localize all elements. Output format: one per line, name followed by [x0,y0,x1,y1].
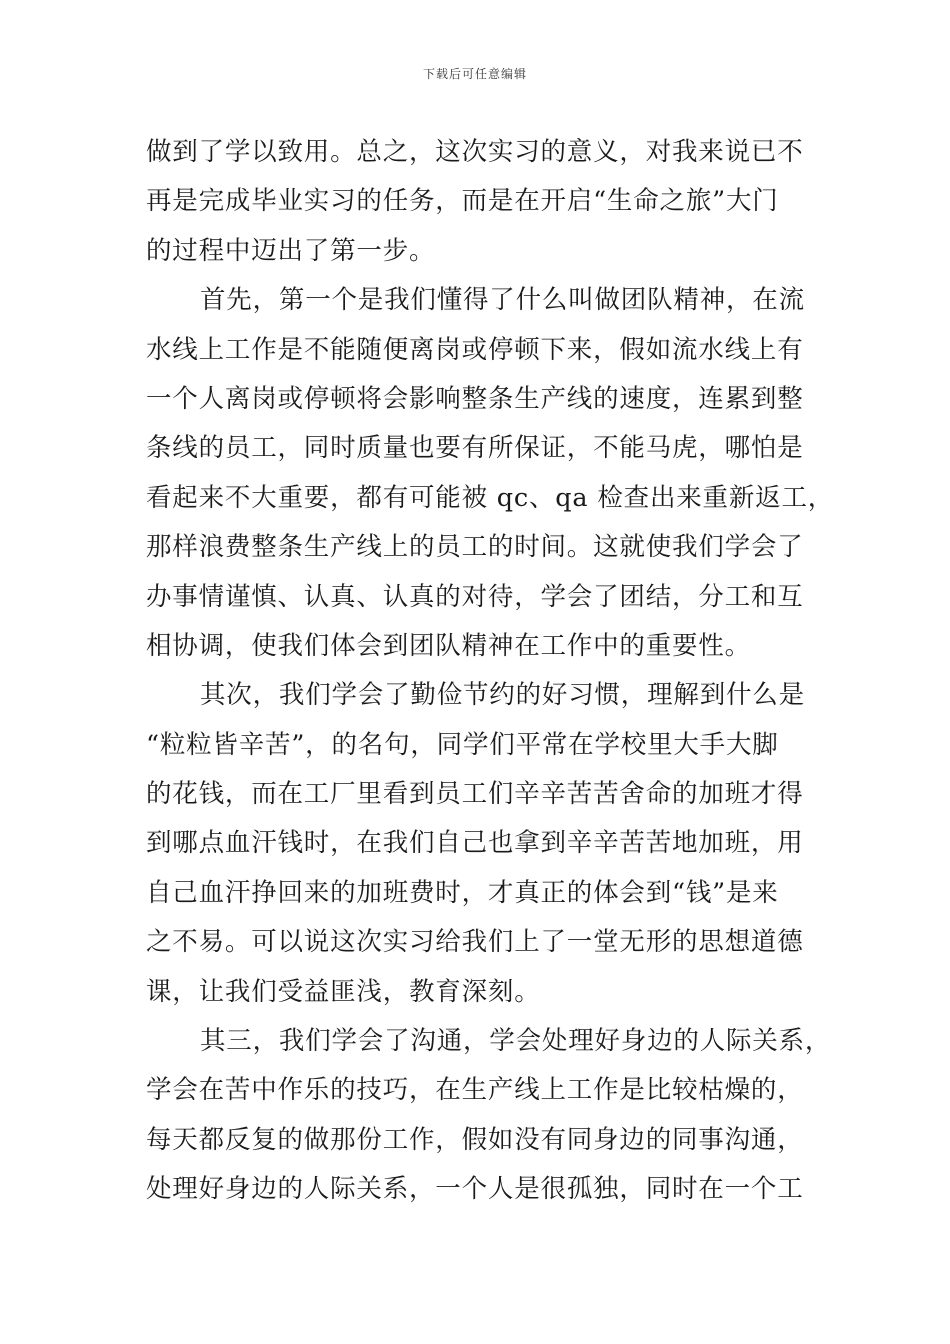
text-line: 条线的员工，同时质量也要有所保证，不能马虎，哪怕是 [146,433,804,464]
text-line: 一个人离岗或停顿将会影响整条生产线的速度，连累到整 [146,383,804,414]
text-line: 课，让我们受益匪浅，教育深刻。 [146,976,541,1007]
text-line: 看起来不大重要，都有可能被 qc、qa 检查出来重新返工， [146,482,835,513]
paragraph-first-line: 其次，我们学会了勤俭节约的好习惯，理解到什么是 [200,680,805,711]
text-line: 的花钱，而在工厂里看到员工们辛辛苦苦舍命的加班才得 [146,779,804,810]
paragraph-first-line: 首先，第一个是我们懂得了什么叫做团队精神，在流 [200,285,805,316]
text-line: 处理好身边的人际关系，一个人是很孤独，同时在一个工 [146,1174,804,1205]
text-line: 那样浪费整条生产线上的员工的时间。这就使我们学会了 [146,532,804,563]
text-line: 的过程中迈出了第一步。 [146,235,436,266]
page-header: 下载后可任意编辑 [422,67,527,81]
text-line: 自己血汗挣回来的加班费时，才真正的体会到“钱”是来 [146,877,779,908]
text-line: 之不易。可以说这次实习给我们上了一堂无形的思想道德 [146,927,804,958]
document-body [146,128,835,1215]
text-line: “粒粒皆辛苦”，的名句，同学们平常在学校里大手大脚 [146,729,779,760]
text-line: 做到了学以致用。总之，这次实习的意义，对我来说已不 [146,137,804,167]
text-line: 再是完成毕业实习的任务，而是在开启“生命之旅”大门 [146,186,779,217]
text-line: 办事情谨慎、认真、认真的对待，学会了团结，分工和互 [146,581,804,612]
paragraph-first-line: 其三，我们学会了沟通，学会处理好身边的人际关系， [200,1026,832,1057]
text-line: 学会在苦中作乐的技巧，在生产线上工作是比较枯燥的， [146,1075,804,1106]
text-line: 相协调，使我们体会到团队精神在工作中的重要性。 [146,630,751,661]
text-line: 水线上工作是不能随便离岗或停顿下来，假如流水线上有 [146,334,804,365]
text-line: 到哪点血汗钱时，在我们自己也拿到辛辛苦苦地加班，用 [146,828,804,859]
text-line: 每天都反复的做那份工作，假如没有同身边的同事沟通， [146,1124,804,1155]
